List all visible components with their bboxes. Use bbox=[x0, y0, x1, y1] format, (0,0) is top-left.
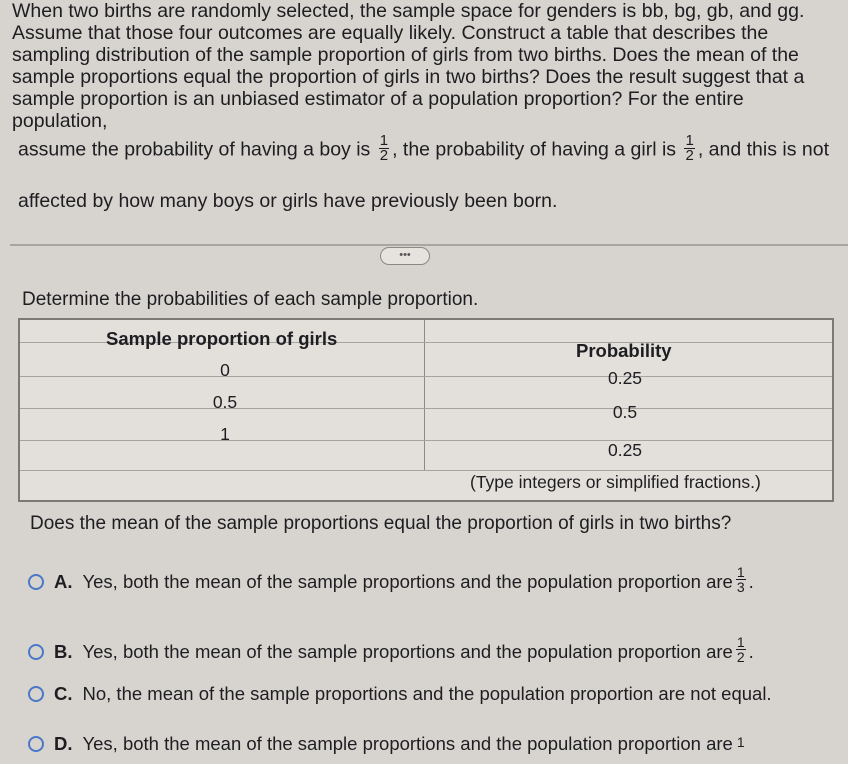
input-hint: (Type integers or simplified fractions.) bbox=[470, 472, 761, 492]
option-b[interactable]: B. Yes, both the mean of the sample proportions and the population proportion are $\frac{1}{2}$ . bbox=[28, 637, 754, 666]
mean-question: Does the mean of the sample proportions equal the proportion of girls in two births? bbox=[30, 513, 732, 534]
girl-fraction: $\frac{1}{2}$ bbox=[685, 132, 694, 164]
boy-prob-text: assume the probability of having a boy is bbox=[18, 138, 371, 161]
not-affected-text: , and this is not bbox=[697, 138, 829, 161]
header-probability: Probability bbox=[576, 340, 672, 361]
radio-d[interactable] bbox=[28, 736, 44, 752]
section-divider bbox=[10, 244, 848, 246]
table-row-line bbox=[20, 408, 832, 409]
option-d[interactable]: D. Yes, both the mean of the sample proportions and the population proportion are 1 bbox=[28, 733, 749, 755]
fraction-b: $\frac{1}{2}$ bbox=[736, 634, 745, 665]
probability-input[interactable]: 0.25 bbox=[607, 368, 643, 388]
probability-line bbox=[18, 132, 829, 165]
radio-a[interactable] bbox=[28, 574, 44, 590]
proportion-cell: 0 bbox=[220, 360, 230, 380]
problem-statement bbox=[12, 0, 844, 132]
boy-fraction: $\frac{1}{2}$ bbox=[379, 132, 389, 164]
header-sample-proportion: Sample proportion of girls bbox=[106, 328, 338, 349]
problem-last-line: affected by how many boys or girls have previously been born. bbox=[18, 190, 558, 212]
table-row-line bbox=[20, 376, 832, 377]
radio-b[interactable] bbox=[28, 644, 44, 660]
girl-prob-text: , the probability of having a girl is bbox=[392, 138, 677, 161]
probability-input[interactable]: 0.25 bbox=[607, 440, 643, 460]
table-row-line bbox=[20, 440, 832, 441]
proportion-cell: 0.5 bbox=[212, 392, 238, 412]
probability-input[interactable]: 0.5 bbox=[612, 402, 638, 422]
more-options-button[interactable]: ••• bbox=[380, 247, 430, 265]
fraction-a: $\frac{1}{3}$ bbox=[736, 564, 745, 595]
table-prompt: Determine the probabilities of each sample proportion. bbox=[22, 289, 479, 310]
problem-text: When two births are randomly selected, the sample space for genders is bb, bg, gb, and gg. Assume that those four outcomes are equally likely. Construct a table that describes the sampling distribution of the sample proportion of girls from two births. Does the mean of the sample proportions equal the proportion of girls in two births? Does the result suggest that a sample proportion is an unbiased estimator of a population proportion? For the entire population, bbox=[12, 0, 805, 132]
proportion-cell: 1 bbox=[220, 424, 230, 444]
probability-table bbox=[18, 318, 834, 502]
radio-c[interactable] bbox=[28, 686, 44, 702]
option-c[interactable]: C. No, the mean of the sample proportions and the population proportion are not equal. bbox=[28, 683, 772, 705]
option-a[interactable]: A. Yes, both the mean of the sample proportions and the population proportion are $\frac{1}{3}$ . bbox=[28, 567, 754, 596]
table-row-line bbox=[20, 470, 832, 471]
fraction-d: 1 bbox=[736, 734, 745, 750]
